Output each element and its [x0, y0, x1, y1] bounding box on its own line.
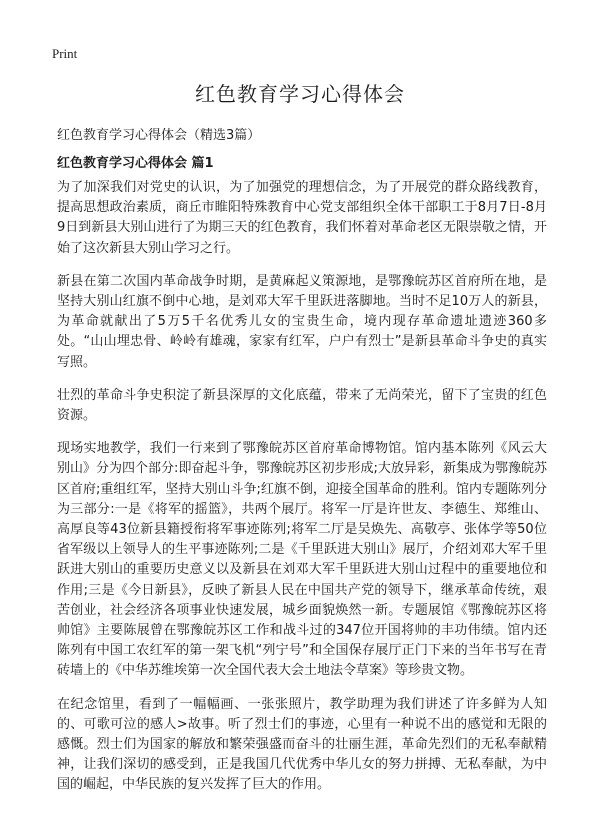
section-heading: 红色教育学习心得体会 篇1: [57, 156, 214, 171]
paragraph: 为了加深我们对党史的认识，为了加强党的理想信念，为了开展党的群众路线教育，提高思想政治素质，商丘市睢阳特殊教育中心党支部组织全体干部职工于8月7日-8月9日到新县大别山进行了为期三天的红色教育，我们怀着对革命老区无限崇敬之情，开始了这次新县大别山学习之行。: [57, 180, 547, 256]
paragraph: 现场实地教学，我们一行来到了鄂豫皖苏区首府革命博物馆。馆内基本陈列《风云大别山》分为四个部分:即奋起斗争，鄂豫皖苏区初步形成;大放异彩，新集成为鄂豫皖苏区首府;重组红军，坚持大别山斗争;红旗不倒，迎接全国革命的胜利。馆内专题陈列分为三部分:一是《将军的摇篮》，共两个展厅。将军一厅是许世友、李德生、郑维山、高厚良等43位新县籍授衔将军事迹陈列;将军二厅是吴焕先、高敬亭、张体学等50位省军级以上领导人的生平事迹陈列;二是《千里跃进大别山》展厅，介绍刘邓大军千里跃进大别山的重要历史意义以及新县在刘邓大军千里跃进大别山过程中的重要地位和作用;三是《今日新县》，反映了新县人民在中国共产党的领导下，继承革命传统，艰苦创业，社会经济各项事业快速发展，城乡面貌焕然一新。专题展馆《鄂豫皖苏区将帅馆》主要陈展曾在鄂豫皖苏区工作和战斗过的347位开国将帅的丰功伟绩。馆内还陈列有中国工农红军的第一架飞机“列宁号”和全国保存展厅正门下来的当年书写在青砖墙上的《中华苏维埃第一次全国代表大会土地法令草案》等珍贵文物。: [57, 441, 547, 679]
paragraph: 新县在第二次国内革命战争时期，是黄麻起义策源地，是鄂豫皖苏区首府所在地，是坚持大别山红旗不倒中心地，是刘邓大军千里跃进落脚地。当时不足10万人的新县，为革命就献出了5万5千名优秀儿女的宝贵生命，境内现存革命遗址遗迹360多处。“山山埋忠骨、岭岭有雄魂，家家有红军，户户有烈士”是新县革命斗争史的真实写照。: [57, 273, 547, 370]
page-title: 红色教育学习心得体会: [195, 82, 405, 106]
article-body: [57, 178, 547, 809]
paragraph: 壮烈的革命斗争史积淀了新县深厚的文化底蕴，带来了无尚荣光，留下了宝贵的红色资源。: [57, 387, 547, 424]
paragraph: 在纪念馆里，看到了一幅幅画、一张张照片，教学助理为我们讲述了许多鲜为人知的、可歌可泣的感人>故事。听了烈士们的事迹，心里有一种说不出的感觉和无限的感慨。烈士们为国家的解放和繁荣强盛而奋斗的壮丽生涯，革命先烈们的无私奉献精神，让我们深切的感受到，正是我国几代优秀中华儿女的努力拼搏、无私奉献，为中国的崛起，中华民族的复兴发挥了巨大的作用。: [57, 696, 547, 793]
print-link[interactable]: Print: [52, 46, 78, 61]
document-subtitle: 红色教育学习心得体会（精选3篇）: [57, 128, 261, 143]
